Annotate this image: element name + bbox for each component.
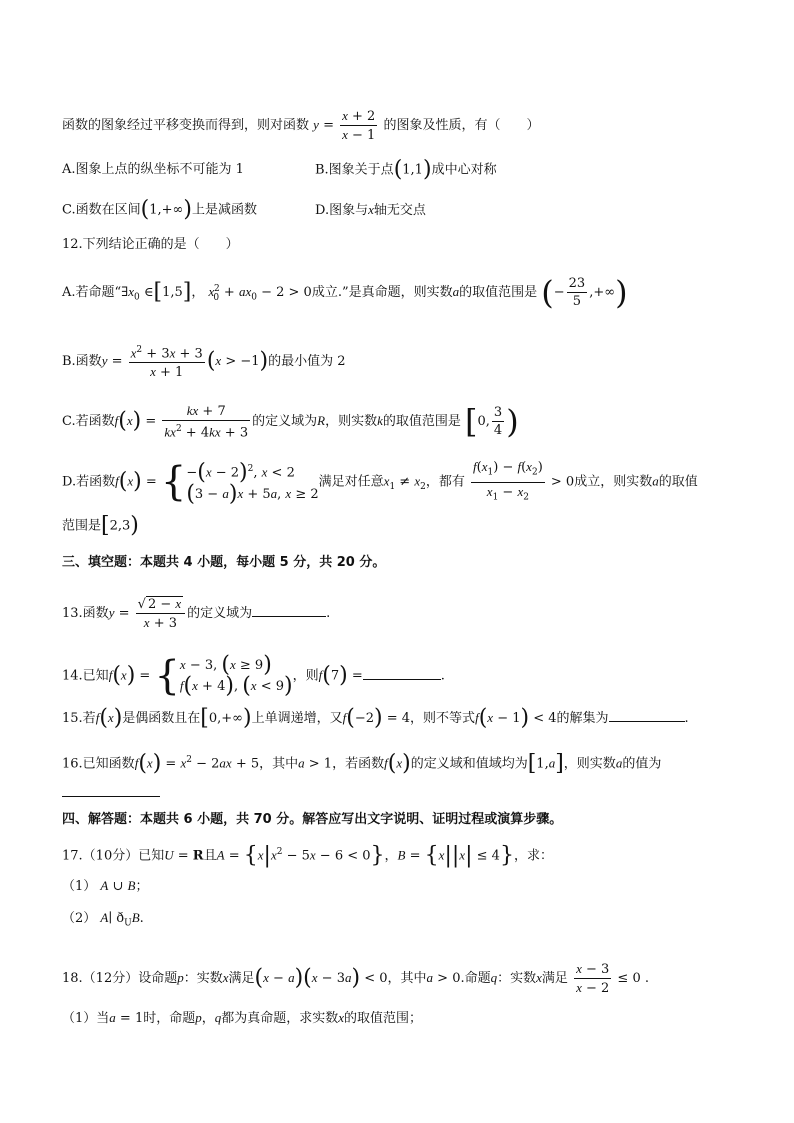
q11-option-c: C.函数在区间(1,+∞)上是减函数 [62,197,257,222]
q13: 13.函数y = $\frac{√ 2 - x}{x + 3}$ 的定义域为 . [62,596,331,631]
q18-part-1: （1）当a = 1时，命题p，q都为真命题，求实数x的取值范围； [62,1010,423,1026]
fraction: $\frac{x + 2}{x - 1}$ [342,108,376,143]
q17-part-2: （2） A∣ $ð_UB$. [62,910,144,929]
q18: 18.（12分）设命题p：实数x满足(x − a)(x − 3a) < 0，其中a > 0.命题q：实数x满足 $\frac{x - 3}{x - 2}$ ≤ 0 . [62,961,649,996]
q11-option-d: D.图象与x轴无交点 [315,202,426,218]
q12-option-b: B.函数y = $\frac{x^2 + 3x + 3}{x + 1}$ (x > −1)的最小值为 2 [62,342,346,381]
q11-option-a: A.图象上点的纵坐标不可能为 1 [62,162,244,177]
q14: 14.已知f(x) = { x − 3, (x ≥ 9) f(x + 4), (x < 9) ，则f(7) = . [62,652,445,699]
q12-option-a: A.若命题“$\exists x_0$ ∈[1,5]， $x_0^2 + ax_0 - 2 > 0$成立.”是真命题，则实数a的取值范围是 (− $\frac{23}{5}$ ,+∞) [62,273,628,312]
q16: 16.已知函数$f(x) = x^2 - 2ax + 5$，其中a > 1，若函数f(x)的定义域和值域均为[1,a]，则实数a的值为 [62,750,662,776]
q12-option-d: D.若函数f(x) = { $-(x - 2)^2$, x < 2 (3 − a)x + 5a, x ≥ 2 满足对任意$x_1 \ne x_2$，都有 $\frac{f(x_1) - f(x_2)}{x_1 - x_2}$ > 0成立，则实数a的取值 [62,459,698,507]
answer-blank[interactable] [363,665,441,680]
q11-stem: 函数的图象经过平移变换而得到，则对函数 y = $\frac{x + 2}{x - 1}$ 的图象及性质，有（ ） [62,108,540,143]
answer-blank[interactable] [609,707,685,722]
q12-stem: 12.下列结论正确的是（ ） [62,237,239,252]
q15: 15.若f(x)是偶函数且在[0,+∞)上单调递增，又f(−2) = 4，则不等式f(x − 1) < 4的解集为 . [62,705,689,731]
q17-part-1: （1） A ∪ B； [62,878,149,894]
q12-option-c: C.若函数f(x) = $\frac{kx + 7}{kx^2 + 4kx + 3}$ 的定义域为R，则实数k的取值范围是 [0, $\frac{3}{4}$ ) [62,402,519,441]
section-heading-4: 四、解答题：本题共 6 小题，共 70 分。解答应写出文字说明、证明过程或演算步骤。 [62,812,563,827]
q17: 17.（10分）已知U = R且$A = \{x|x^2 - 5x - 6 < 0\}$，B = {x||x| ≤ 4}，求： [62,842,553,868]
answer-blank[interactable] [252,602,326,617]
q11-option-b: B.图象关于点(1,1)成中心对称 [315,157,497,182]
answer-blank[interactable] [62,782,160,797]
section-heading-3: 三、填空题：本题共 4 小题，每小题 5 分，共 20 分。 [62,555,386,570]
q12-option-d-cont: 范围是[2,3) [62,513,139,538]
q16-blank-line [62,782,160,804]
